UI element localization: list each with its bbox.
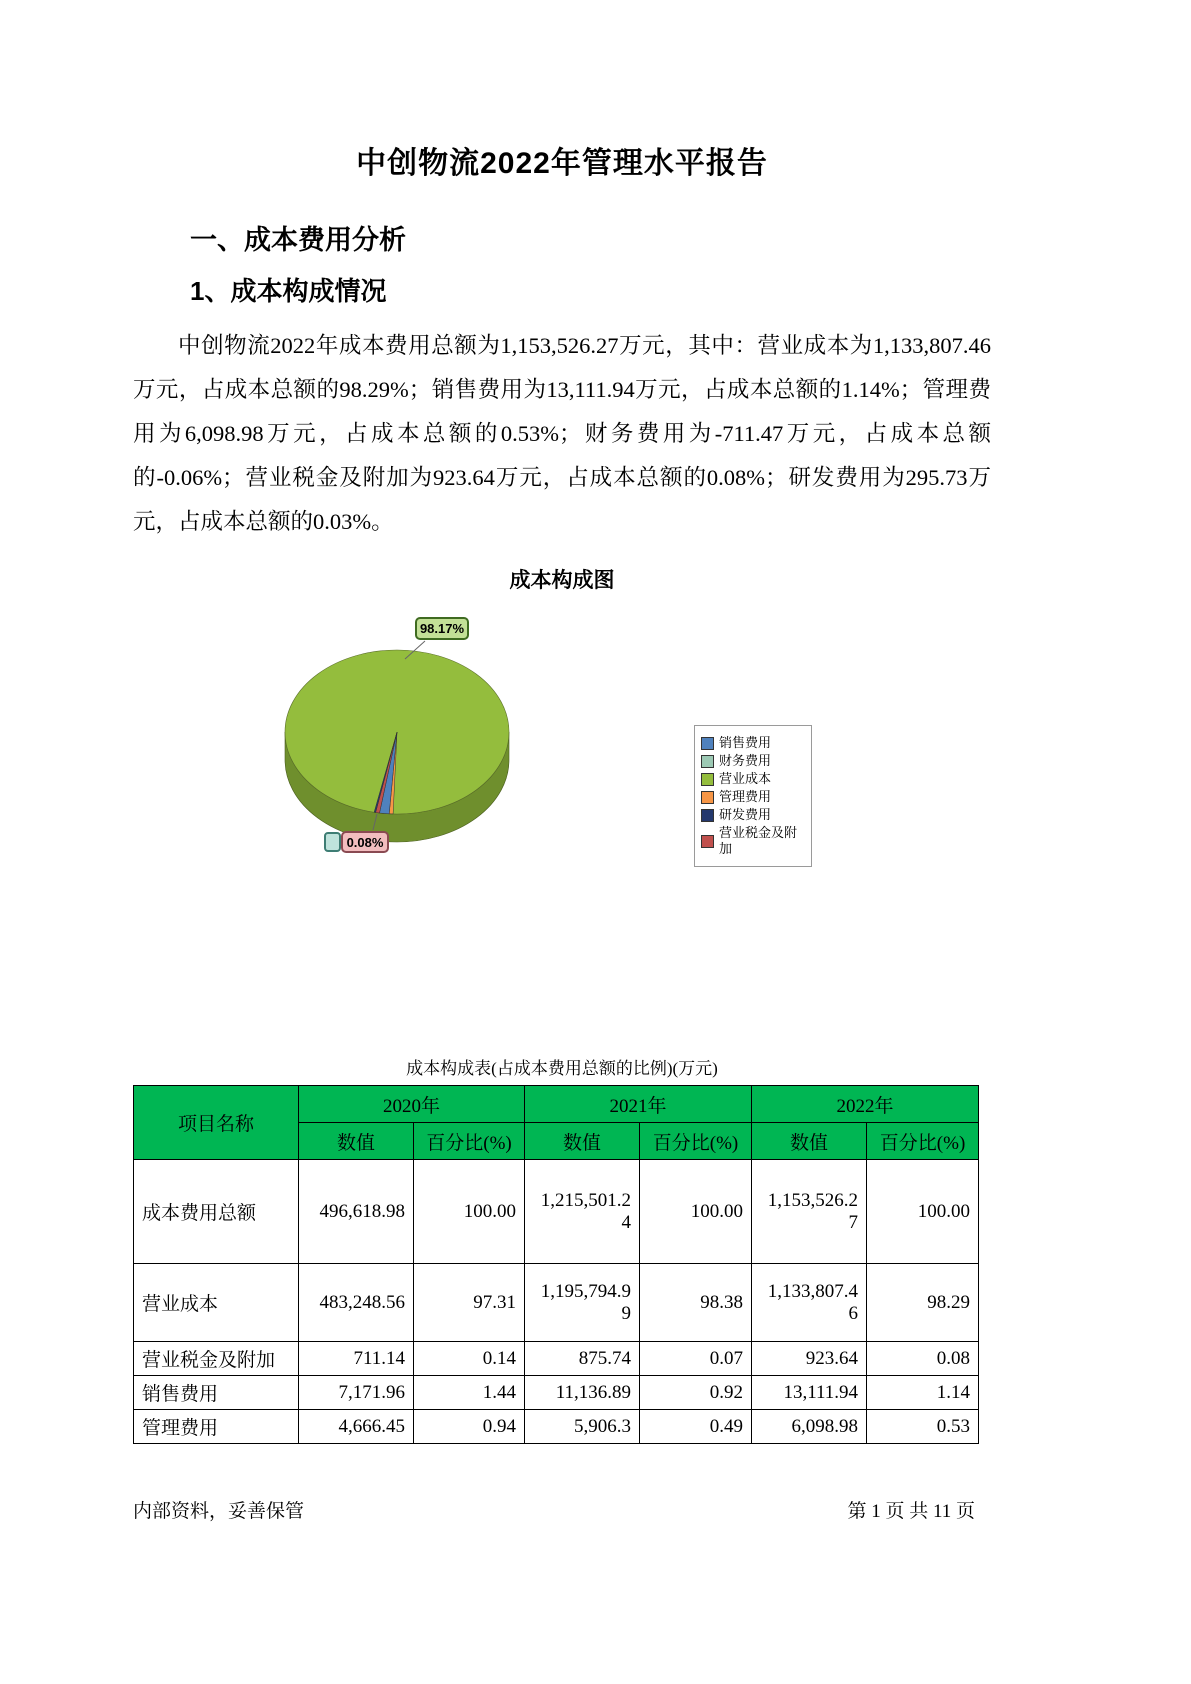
footer-page-number: 第 1 页 共 11 页 — [847, 1501, 975, 1522]
col-header-percent-2021: 百分比(%) — [640, 1123, 752, 1160]
chart-legend — [694, 725, 812, 867]
col-header-percent-2020: 百分比(%) — [414, 1123, 525, 1160]
col-header-2020: 2020年 — [299, 1086, 525, 1123]
legend-item-tax — [701, 825, 805, 857]
percent-cell: 0.07 — [640, 1342, 752, 1376]
legend-swatch-tax — [701, 835, 714, 848]
col-header-percent-2022: 百分比(%) — [867, 1123, 979, 1160]
col-header-value-2020: 数值 — [299, 1123, 414, 1160]
legend-label-operating: 营业成本 — [719, 771, 772, 786]
value-cell: 6,098.98 — [752, 1410, 867, 1444]
percent-cell: 0.94 — [414, 1410, 525, 1444]
value-cell: 875.74 — [525, 1342, 640, 1376]
value-cell: 7,171.96 — [299, 1376, 414, 1410]
percent-cell: 97.31 — [414, 1264, 525, 1342]
pie-chart-canvas — [133, 562, 977, 872]
col-header-value-2021: 数值 — [525, 1123, 640, 1160]
col-header-item-name: 项目名称 — [134, 1086, 299, 1160]
table-row-operating-cost — [134, 1264, 979, 1342]
legend-swatch-finance — [701, 755, 714, 768]
col-header-2022: 2022年 — [752, 1086, 979, 1123]
legend-item-operating — [701, 771, 805, 787]
cost-composition-chart — [133, 562, 991, 872]
col-header-value-2022: 数值 — [752, 1123, 867, 1160]
table-caption: 成本构成表(占成本费用总额的比例)(万元) — [406, 1059, 718, 1078]
table-header-row-years — [134, 1086, 979, 1123]
legend-swatch-selling — [701, 737, 714, 750]
page-content — [133, 0, 991, 1444]
value-cell: 711.14 — [299, 1342, 414, 1376]
col-header-2021: 2021年 — [525, 1086, 752, 1123]
legend-swatch-rd — [701, 809, 714, 822]
percent-cell: 100.00 — [867, 1160, 979, 1264]
percent-cell: 100.00 — [414, 1160, 525, 1264]
table-row-tax-surcharge — [134, 1342, 979, 1376]
percent-cell: 0.92 — [640, 1376, 752, 1410]
percent-cell: 98.38 — [640, 1264, 752, 1342]
table-header — [134, 1086, 979, 1160]
legend-label-finance: 财务费用 — [719, 753, 772, 768]
percent-cell: 0.14 — [414, 1342, 525, 1376]
pie-label-tax-percent: 0.08% — [341, 831, 389, 853]
percent-cell: 1.14 — [867, 1376, 979, 1410]
cost-composition-table — [133, 1085, 979, 1444]
legend-label-admin: 管理费用 — [719, 789, 772, 804]
table-body — [134, 1160, 979, 1444]
percent-cell: 1.44 — [414, 1376, 525, 1410]
value-cell: 5,906.3 — [525, 1410, 640, 1444]
chart-title: 成本构成图 — [509, 569, 615, 592]
legend-label-selling: 销售费用 — [719, 735, 772, 750]
value-cell: 1,215,501.24 — [525, 1160, 640, 1264]
legend-item-finance — [701, 753, 805, 769]
legend-swatch-operating — [701, 773, 714, 786]
document-title: 中创物流2022年管理水平报告 — [356, 147, 768, 180]
footer-confidential-note: 内部资料，妥善保管 — [133, 1501, 305, 1522]
table-row-admin-expense — [134, 1410, 979, 1444]
value-cell: 4,666.45 — [299, 1410, 414, 1444]
value-cell: 923.64 — [752, 1342, 867, 1376]
cost-summary-paragraph: 中创物流2022年成本费用总额为1,153,526.27万元，其中：营业成本为1,133,807.46万元，占成本总额的98.29%；销售费用为13,111.94万元，占成本总额的1.14%；管理费用为6,098.98万元，占成本总额的0.53%；财务费用为-711.47万元，占成本总额的-0.06%；营业税金及附加为923.64万元，占成本总额的0.08%；研发费用为295.73万元，占成本总额的0.03%。 — [133, 333, 991, 534]
value-cell: 1,133,807.46 — [752, 1264, 867, 1342]
section-heading-cost-analysis: 一、成本费用分析 — [190, 225, 406, 255]
row-name-cell: 成本费用总额 — [134, 1160, 299, 1264]
value-cell: 13,111.94 — [752, 1376, 867, 1410]
percent-cell: 100.00 — [640, 1160, 752, 1264]
percent-cell: 98.29 — [867, 1264, 979, 1342]
value-cell: 496,618.98 — [299, 1160, 414, 1264]
legend-item-selling — [701, 735, 805, 751]
percent-cell: 0.08 — [867, 1342, 979, 1376]
value-cell: 1,153,526.27 — [752, 1160, 867, 1264]
value-cell: 11,136.89 — [525, 1376, 640, 1410]
row-name-cell: 营业税金及附加 — [134, 1342, 299, 1376]
row-name-cell: 销售费用 — [134, 1376, 299, 1410]
legend-swatch-admin — [701, 791, 714, 804]
legend-item-rd — [701, 807, 805, 823]
pie-label-operating-percent: 98.17% — [415, 617, 469, 640]
legend-item-admin — [701, 789, 805, 805]
row-name-cell: 管理费用 — [134, 1410, 299, 1444]
value-cell: 483,248.56 — [299, 1264, 414, 1342]
table-row-total — [134, 1160, 979, 1264]
legend-label-tax: 营业税金及附加 — [719, 825, 798, 856]
percent-cell: 0.49 — [640, 1410, 752, 1444]
percent-cell: 0.53 — [867, 1410, 979, 1444]
callout-box-small — [324, 832, 341, 852]
subsection-heading-cost-composition: 1、成本构成情况 — [190, 276, 387, 306]
legend-label-rd: 研发费用 — [719, 807, 772, 822]
row-name-cell: 营业成本 — [134, 1264, 299, 1342]
value-cell: 1,195,794.99 — [525, 1264, 640, 1342]
table-row-selling-expense — [134, 1376, 979, 1410]
